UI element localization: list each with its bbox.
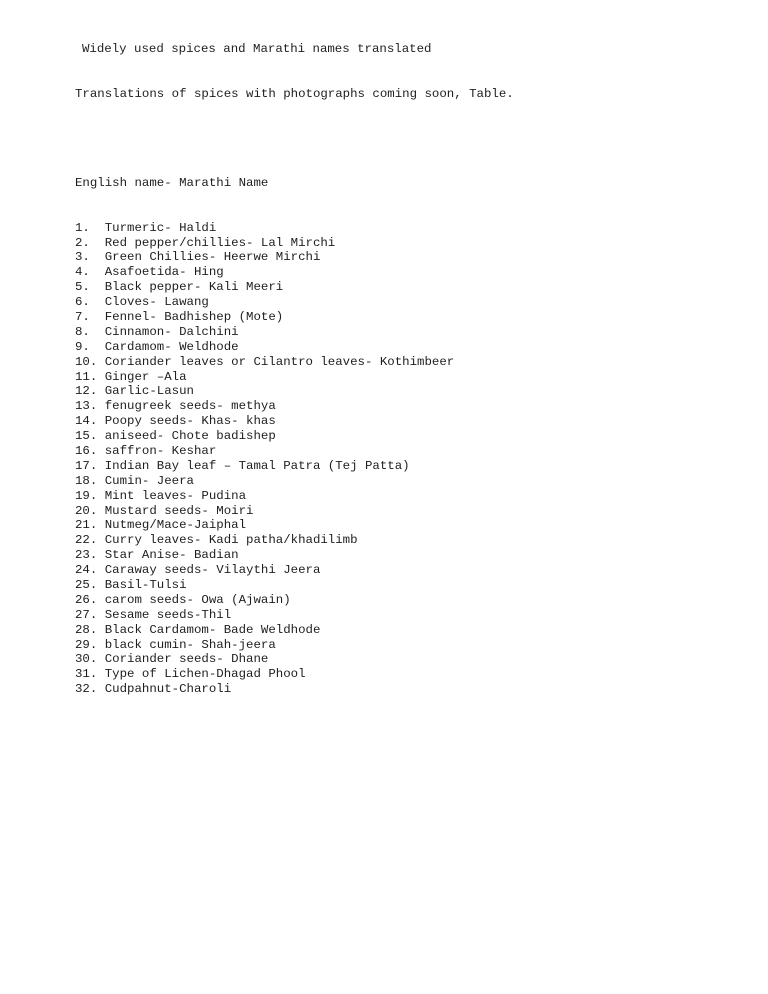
list-item: 15. aniseed- Chote badishep — [75, 429, 276, 444]
list-header: English name- Marathi Name — [75, 175, 269, 190]
list-item: 6. Cloves- Lawang — [75, 295, 209, 310]
list-item: 16. saffron- Keshar — [75, 443, 217, 458]
list-item: 24. Caraway seeds- Vilaythi Jeera — [75, 563, 321, 578]
list-item: 14. Poopy seeds- Khas- khas — [75, 414, 276, 429]
list-item: 10. Coriander leaves or Cilantro leaves- Kothimbeer — [75, 354, 455, 369]
list-item: 11. Ginger –Ala — [75, 369, 187, 384]
list-item: 30. Coriander seeds- Dhane — [75, 652, 269, 667]
list-item: 19. Mint leaves- Pudina — [75, 488, 247, 503]
list-item: 13. fenugreek seeds- methya — [75, 399, 276, 414]
list-item: 7. Fennel- Badhishep (Mote) — [75, 309, 284, 324]
list-item: 17. Indian Bay leaf – Tamal Patra (Tej Patta) — [75, 458, 410, 473]
list-item: 22. Curry leaves- Kadi patha/khadilimb — [75, 533, 358, 548]
list-item: 26. carom seeds- Owa (Ajwain) — [75, 592, 291, 607]
document-subtitle: Translations of spices with photographs coming soon, Table. — [75, 86, 514, 101]
list-item: 18. Cumin- Jeera — [75, 473, 194, 488]
list-item: 25. Basil-Tulsi — [75, 578, 187, 592]
list-item: 5. Black pepper- Kali Meeri — [75, 280, 284, 295]
document-page — [75, 12, 768, 712]
list-item: 31. Type of Lichen-Dhagad Phool — [75, 667, 306, 682]
list-item: 28. Black Cardamom- Bade Weldhode — [75, 622, 321, 637]
document-title: Widely used spices and Marathi names translated — [82, 41, 432, 56]
blank-line — [75, 131, 768, 146]
spice-list — [75, 221, 768, 698]
list-item: 20. Mustard seeds- Moiri — [75, 503, 254, 518]
list-item: 4. Asafoetida- Hing — [75, 265, 224, 280]
list-item: 12. Garlic-Lasun — [75, 384, 194, 399]
list-item: 8. Cinnamon- Dalchini — [75, 324, 239, 339]
list-item: 3. Green Chillies- Heerwe Mirchi — [75, 250, 321, 265]
list-item: 32. Cudpahnut-Charoli — [75, 682, 232, 697]
list-item: 9. Cardamom- Weldhode — [75, 339, 239, 354]
list-item: 23. Star Anise- Badian — [75, 548, 239, 563]
list-item: 1. Turmeric- Haldi — [75, 220, 217, 235]
list-item: 2. Red pepper/chillies- Lal Mirchi — [75, 235, 336, 250]
list-item: 29. black cumin- Shah-jeera — [75, 637, 276, 652]
list-item: 21. Nutmeg/Mace-Jaiphal — [75, 518, 247, 533]
list-item: 27. Sesame seeds-Thil — [75, 607, 232, 622]
